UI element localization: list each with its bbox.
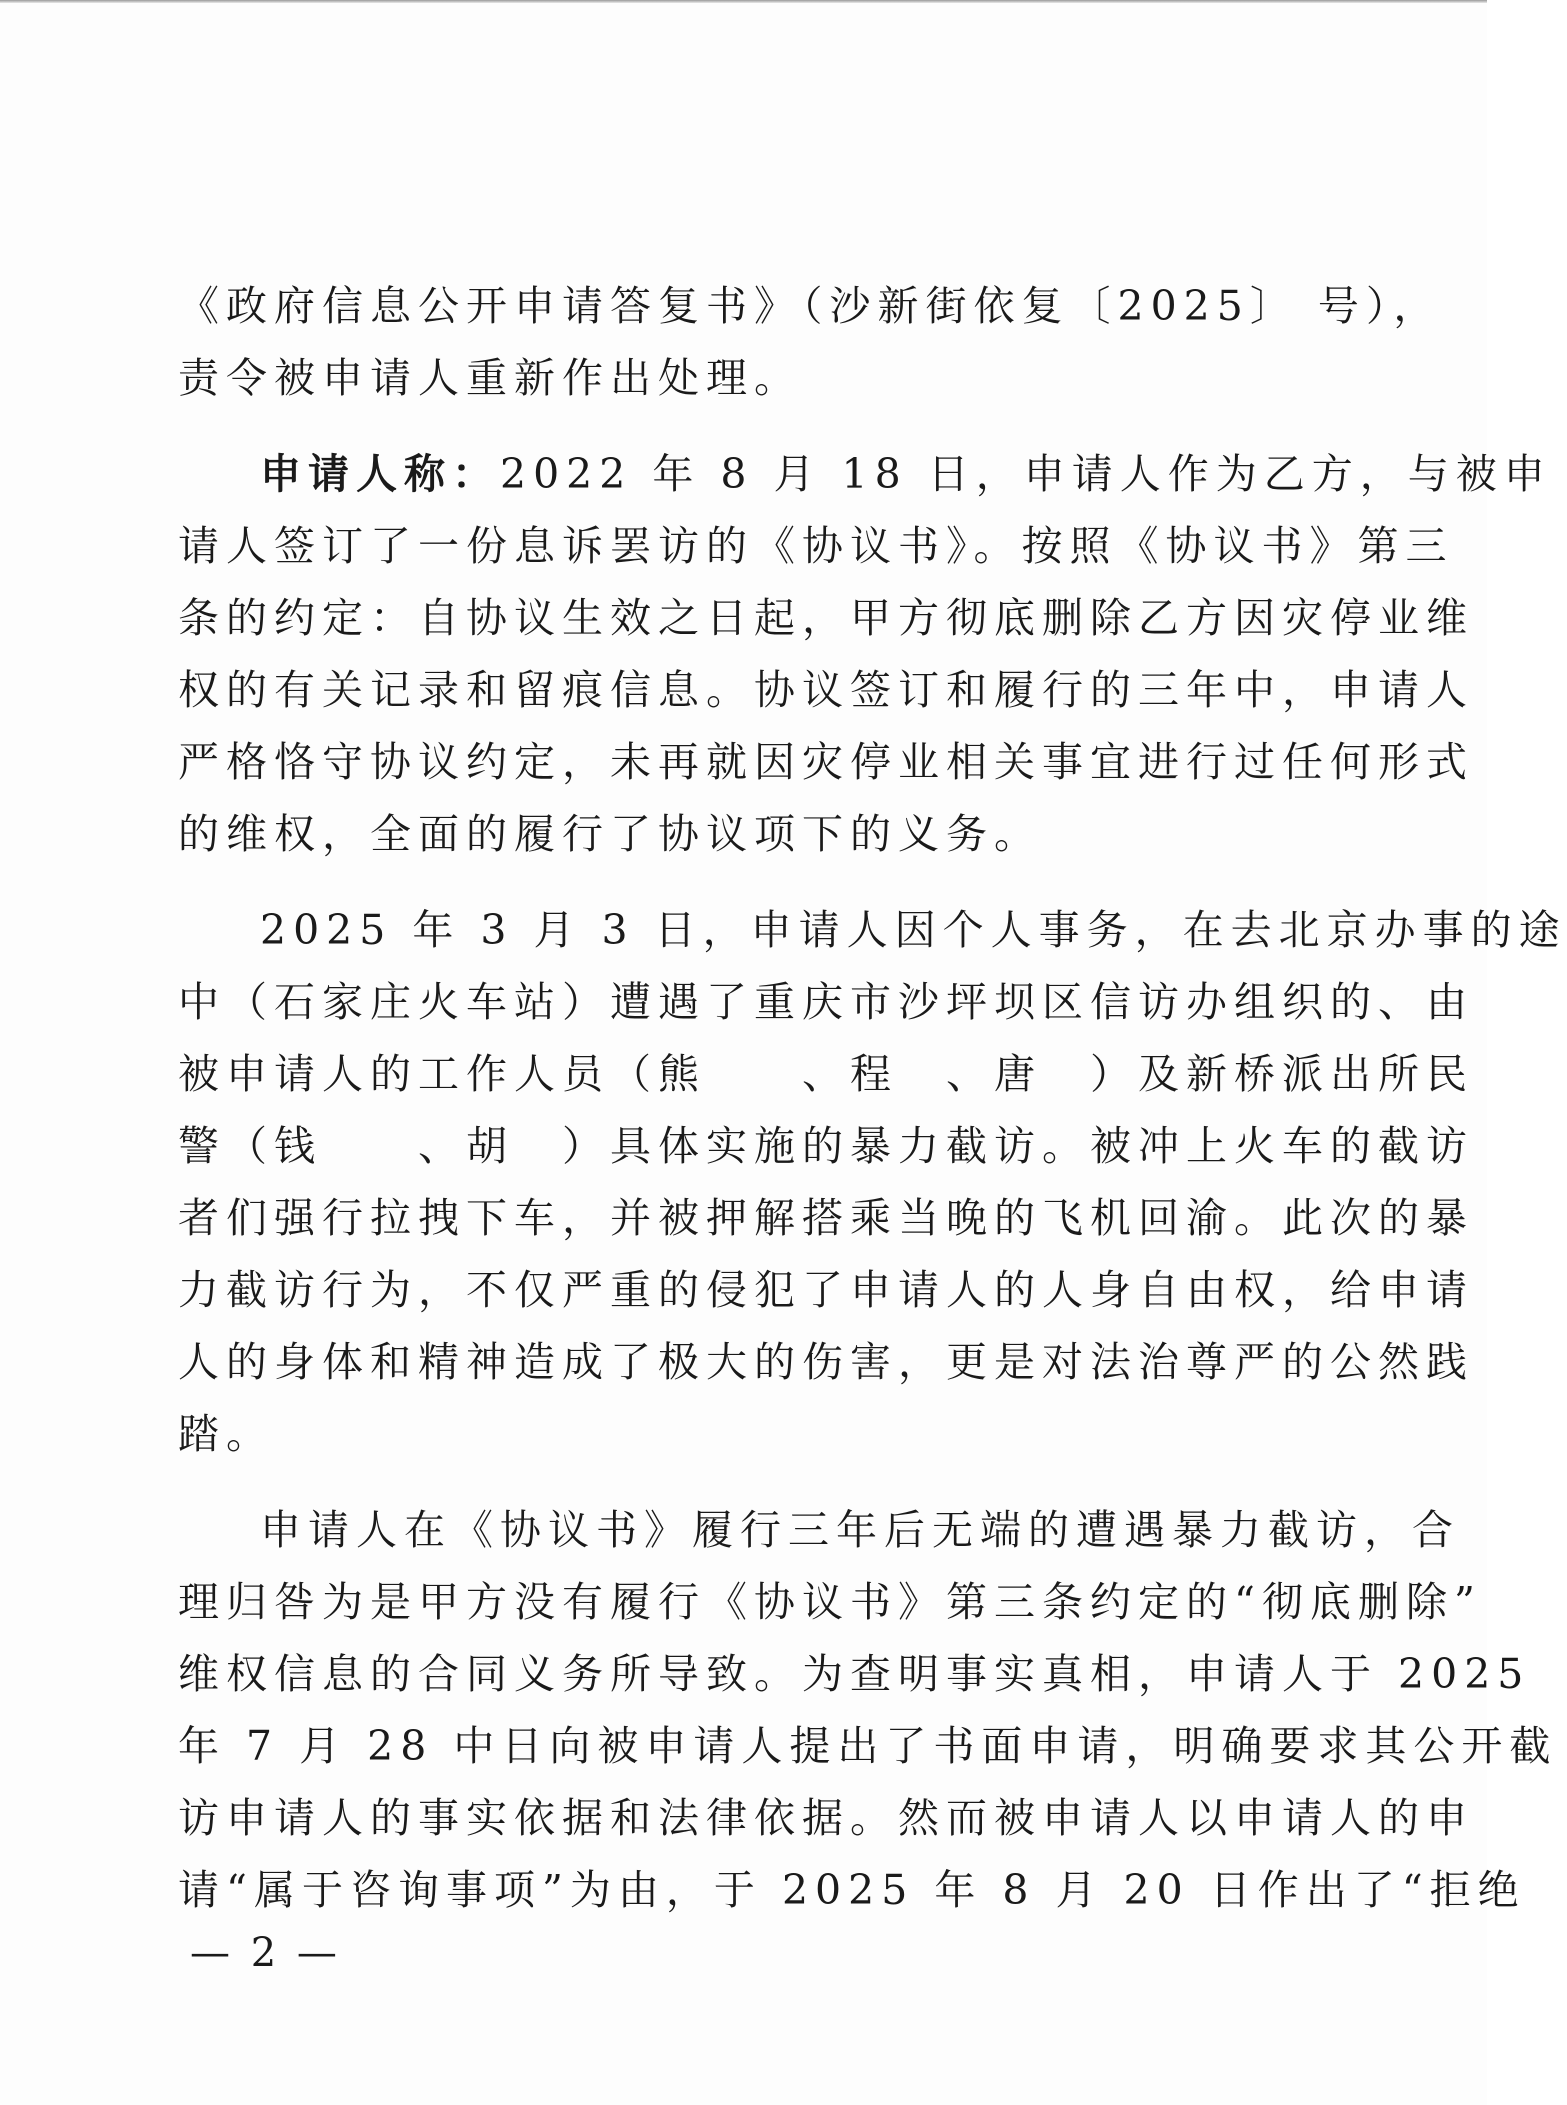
- page-number: — 2 —: [190, 1930, 341, 1976]
- text-line: 警（钱 、胡 ）具体实施的暴力截访。被冲上火车的截访: [178, 1122, 1474, 1170]
- paragraph-2: [178, 438, 1552, 870]
- text-line: 2025 年 3 月 3 日，申请人因个人事务，在去北京办事的途: [260, 906, 1567, 954]
- text-line: [178, 438, 1552, 510]
- text-line: 严格恪守协议约定，未再就因灾停业相关事宜进行过任何形式: [178, 738, 1474, 786]
- text-line: 权的有关记录和留痕信息。协议签订和履行的三年中，申请人: [178, 666, 1474, 714]
- text-line: 者们强行拉拽下车，并被押解搭乘当晚的飞机回渝。此次的暴: [178, 1194, 1474, 1242]
- text-line: 责令被申请人重新作出处理。: [178, 354, 802, 402]
- scan-top-edge: [0, 0, 1487, 3]
- text-line: 访申请人的事实依据和法律依据。然而被申请人以申请人的申: [178, 1794, 1474, 1842]
- text-line: 的维权，全面的履行了协议项下的义务。: [178, 810, 1042, 858]
- text-line: 维权信息的合同义务所导致。为查明事实真相，申请人于 2025: [178, 1650, 1531, 1698]
- paragraph-4: [178, 1494, 1558, 1926]
- text-line: 人的身体和精神造成了极大的伤害，更是对法治尊严的公然践: [178, 1338, 1474, 1386]
- text-line: 被申请人的工作人员（熊 、程 、唐 ）及新桥派出所民: [178, 1050, 1474, 1098]
- text-line: 踏。: [178, 1410, 274, 1458]
- text-line: 年 7 月 28 中日向被申请人提出了书面申请，明确要求其公开截: [178, 1722, 1558, 1770]
- text-line: 理归咎为是甲方没有履行《协议书》第三条约定的“彻底删除”: [178, 1578, 1482, 1626]
- text-line: 《政府信息公开申请答复书》（沙新街依复〔2025〕 号），: [178, 282, 1442, 330]
- paragraph-1: [178, 270, 1442, 414]
- text-line: 条的约定：自协议生效之日起，甲方彻底删除乙方因灾停业维: [178, 594, 1474, 642]
- body-text: [178, 270, 1567, 1926]
- text-line: 请人签订了一份息诉罢访的《协议书》。按照《协议书》第三: [178, 522, 1454, 570]
- text-line: 中（石家庄火车站）遭遇了重庆市沙坪坝区信访办组织的、由: [178, 978, 1474, 1026]
- applicant-claims-heading: 申请人称：: [260, 450, 500, 498]
- text-line: 请“属于咨询事项”为由，于 2025 年 8 月 20 日作出了“拒绝: [178, 1866, 1526, 1914]
- paragraph-3: [178, 894, 1567, 1470]
- text-span: 2022 年 8 月 18 日，申请人作为乙方，与被申: [500, 450, 1552, 498]
- text-line: 申请人在《协议书》履行三年后无端的遭遇暴力截访，合: [260, 1506, 1460, 1554]
- text-line: 力截访行为，不仅严重的侵犯了申请人的人身自由权，给申请: [178, 1266, 1474, 1314]
